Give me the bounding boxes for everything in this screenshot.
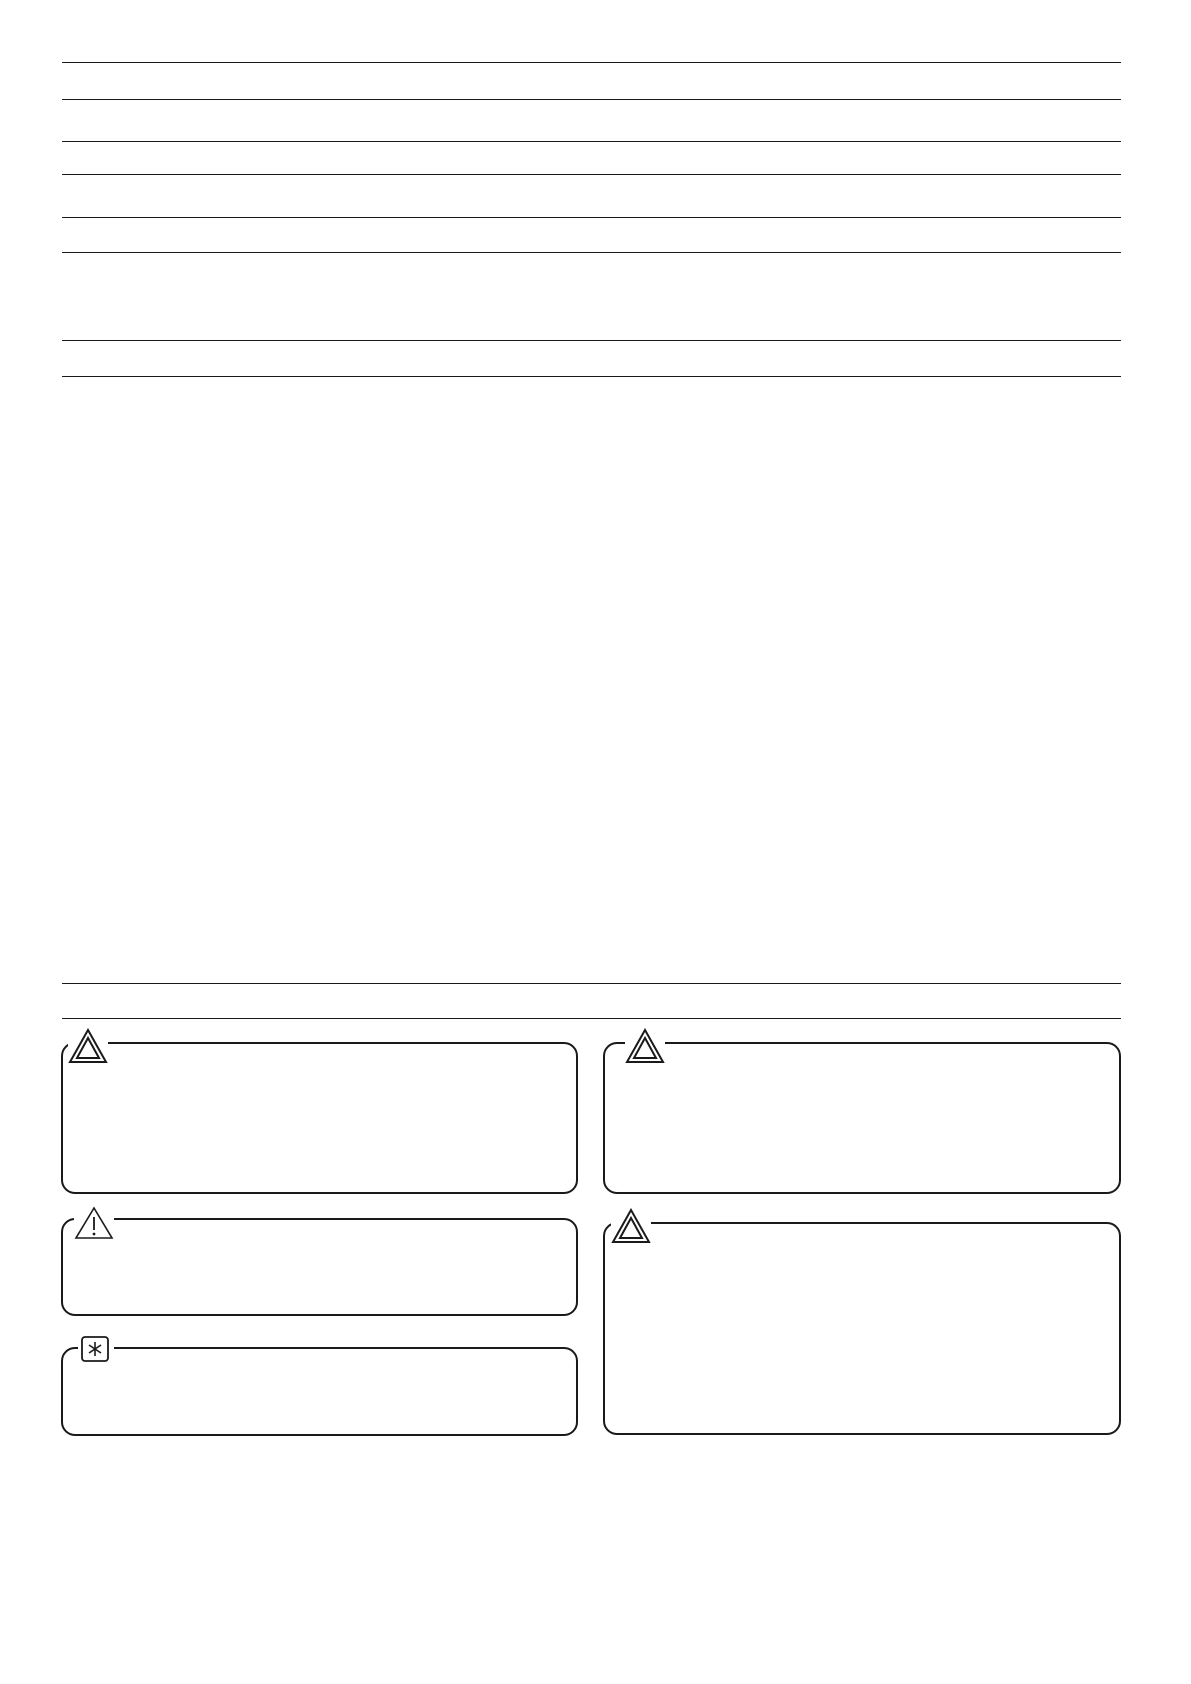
asterisk-box-icon: [78, 1335, 114, 1363]
section-rule-2: [62, 1018, 1121, 1019]
notice-caution: [61, 1218, 578, 1316]
notice-note: [61, 1347, 578, 1436]
double-warning-triangle-icon: [611, 1208, 651, 1244]
notice-warning-right: [603, 1042, 1121, 1194]
header-rule-6: [62, 252, 1121, 253]
header-rule-4: [62, 174, 1121, 175]
notice-danger-right: [603, 1222, 1121, 1435]
header-rule-8: [62, 376, 1121, 377]
double-warning-triangle-icon: [68, 1028, 108, 1064]
header-rule-2: [62, 99, 1121, 100]
section-rule-1: [62, 983, 1121, 984]
header-rule-1: [62, 62, 1121, 63]
double-warning-triangle-icon: [625, 1028, 665, 1064]
notice-warning-left: [61, 1042, 578, 1194]
header-rule-3: [62, 141, 1121, 142]
header-rule-5: [62, 217, 1121, 218]
exclamation-triangle-icon: [74, 1206, 114, 1240]
header-rule-7: [62, 340, 1121, 341]
